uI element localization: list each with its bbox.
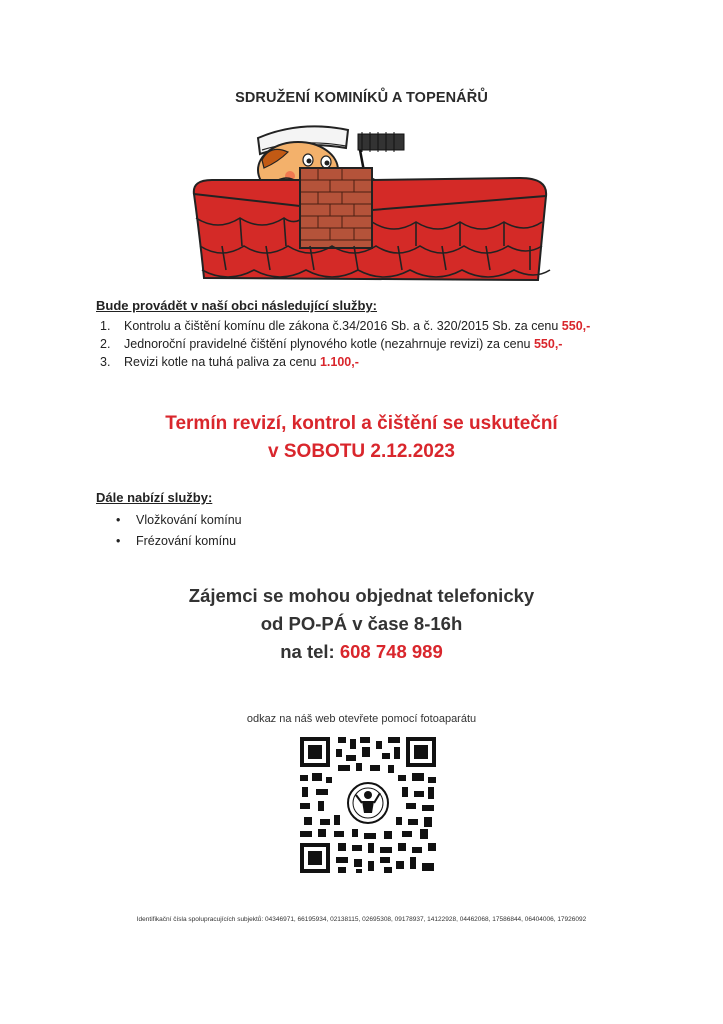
announcement-line: Termín revizí, kontrol a čištění se uskuteční xyxy=(165,413,558,434)
list-item-number: 2. xyxy=(100,337,111,351)
chimney-sweep-on-roof-icon xyxy=(190,118,552,290)
price: 550,- xyxy=(561,319,591,333)
announcement xyxy=(0,410,723,466)
phone-label: na tel: xyxy=(280,641,340,662)
price: 550,- xyxy=(533,337,563,351)
list-item-text: Revizi kotle na tuhá paliva za cenu xyxy=(124,355,320,369)
list-item-number: 1. xyxy=(100,319,111,333)
bullet-icon: • xyxy=(116,534,121,548)
phone-number[interactable]: 608 748 989 xyxy=(339,641,443,662)
price: 1.100,- xyxy=(319,355,359,369)
poster-title: SDRUŽENÍ KOMINÍKŮ A TOPENÁŘŮ xyxy=(235,90,488,106)
contact-phone-line xyxy=(0,638,723,666)
contact-hours: od PO-PÁ v čase 8-16h xyxy=(260,613,463,634)
list-item xyxy=(116,510,242,531)
contact-line: Zájemci se mohou objednat telefonicky xyxy=(188,585,535,606)
list-item xyxy=(116,531,242,552)
list-item xyxy=(100,317,700,335)
extra-services-list xyxy=(116,510,242,552)
extra-services-heading: Dále nabízí služby: xyxy=(96,490,213,505)
contact-block xyxy=(0,582,723,666)
footer-ids: Identifikační čísla spolupracujících subjektů: 04346971, 66195934, 02138115, 02695308, 09178937, 14122928, 04462068, 17586844, 06404006, 17926092 xyxy=(136,916,587,923)
bullet-icon: • xyxy=(116,513,121,527)
list-item-number: 3. xyxy=(100,355,111,369)
list-item-text: Kontrolu a čištění komínu dle zákona č.34/2016 Sb. a č. 320/2015 Sb. za cenu xyxy=(124,319,562,333)
list-item-text: Vložkování komínu xyxy=(136,513,242,527)
list-item xyxy=(100,335,700,353)
list-item-text: Frézování komínu xyxy=(136,534,237,548)
services-list xyxy=(100,317,700,371)
announcement-date: v SOBOTU 2.12.2023 xyxy=(268,441,455,462)
list-item-text: Jednoroční pravidelné čištění plynového kotle (nezahrnuje revizi) za cenu xyxy=(124,337,534,351)
qr-code-icon[interactable] xyxy=(298,735,438,875)
web-link-text: odkaz na náš web otevřete pomocí fotoaparátu xyxy=(246,713,477,725)
services-heading: Bude provádět v naší obci následující služby: xyxy=(96,298,378,313)
list-item xyxy=(100,353,700,371)
